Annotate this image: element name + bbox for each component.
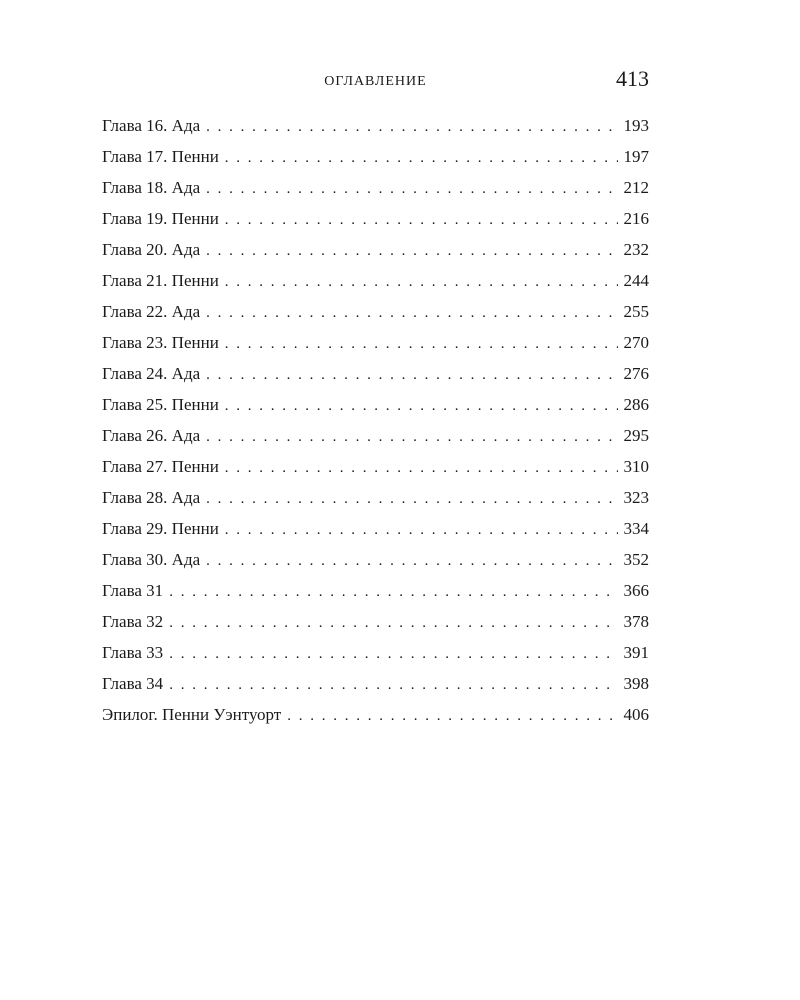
toc-entry-title: Глава 30. Ада [102,550,201,569]
page-number: 413 [616,66,649,91]
toc-entry-page: 286 [623,395,649,414]
toc-entry [102,364,649,395]
toc-entry [102,426,649,457]
dot-leader [169,646,617,663]
toc-entry [102,116,649,147]
toc-entry [102,395,649,426]
toc-entry-page: 270 [623,333,649,352]
dot-leader [206,243,617,260]
toc-entry-page: 310 [623,457,649,476]
toc-entry-title: Глава 19. Пенни [102,209,219,228]
toc-entry-page: 193 [623,116,649,135]
toc-entry-page: 255 [623,302,649,321]
dot-leader [206,181,617,198]
toc-entry-page: 323 [623,488,649,507]
toc-entry-title: Глава 17. Пенни [102,147,219,166]
toc-entry-page: 378 [623,612,649,631]
dot-leader [225,274,618,291]
dot-leader [225,212,618,229]
toc-entry-page: 406 [623,705,649,724]
toc-entry [102,674,649,705]
toc-entry-title: Глава 25. Пенни [102,395,219,414]
toc-entry-title: Глава 28. Ада [102,488,201,507]
dot-leader [169,584,617,601]
toc-entry-title: Глава 27. Пенни [102,457,219,476]
toc-entry-page: 244 [623,271,649,290]
toc-entry-title: Глава 29. Пенни [102,519,219,538]
dot-leader [225,522,618,539]
toc-entry-page: 212 [623,178,649,197]
toc-entry [102,209,649,240]
toc-entry-title: Глава 31 [102,581,164,600]
dot-leader [206,429,617,446]
toc-entry-page: 398 [623,674,649,693]
dot-leader [206,119,617,136]
toc-entry-page: 334 [623,519,649,538]
toc-entry-page: 276 [623,364,649,383]
toc-entry-title: Глава 33 [102,643,164,662]
toc-entry-page: 232 [623,240,649,259]
toc-entry [102,457,649,488]
dot-leader [169,615,617,632]
dot-leader [206,553,617,570]
table-of-contents [102,116,649,736]
toc-entry-page: 366 [623,581,649,600]
toc-entry [102,519,649,550]
toc-entry [102,612,649,643]
toc-entry-title: Глава 34 [102,674,164,693]
toc-entry-title: Глава 20. Ада [102,240,201,259]
toc-entry-title: Глава 22. Ада [102,302,201,321]
toc-entry [102,705,649,736]
dot-leader [206,367,617,384]
toc-entry-title: Глава 24. Ада [102,364,201,383]
toc-entry [102,333,649,364]
page-header [102,66,649,102]
toc-entry [102,271,649,302]
toc-entry [102,550,649,581]
toc-entry [102,488,649,519]
dot-leader [225,398,618,415]
toc-entry [102,302,649,333]
dot-leader [287,708,617,725]
dot-leader [206,491,617,508]
toc-entry [102,643,649,674]
dot-leader [169,677,617,694]
dot-leader [225,336,618,353]
dot-leader [225,150,618,167]
toc-entry-page: 216 [623,209,649,228]
dot-leader [206,305,617,322]
toc-entry-title: Эпилог. Пенни Уэнтуорт [102,705,282,724]
toc-entry-page: 352 [623,550,649,569]
toc-entry-title: Глава 16. Ада [102,116,201,135]
dot-leader [225,460,618,477]
toc-entry [102,178,649,209]
running-title: ОГЛАВЛЕНИЕ [324,74,427,89]
toc-entry-title: Глава 32 [102,612,164,631]
toc-entry-page: 197 [623,147,649,166]
toc-entry-page: 391 [623,643,649,662]
toc-entry-title: Глава 23. Пенни [102,333,219,352]
toc-entry-page: 295 [623,426,649,445]
toc-entry [102,147,649,178]
toc-entry [102,240,649,271]
toc-entry-title: Глава 21. Пенни [102,271,219,290]
toc-entry-title: Глава 26. Ада [102,426,201,445]
toc-entry-title: Глава 18. Ада [102,178,201,197]
toc-entry [102,581,649,612]
